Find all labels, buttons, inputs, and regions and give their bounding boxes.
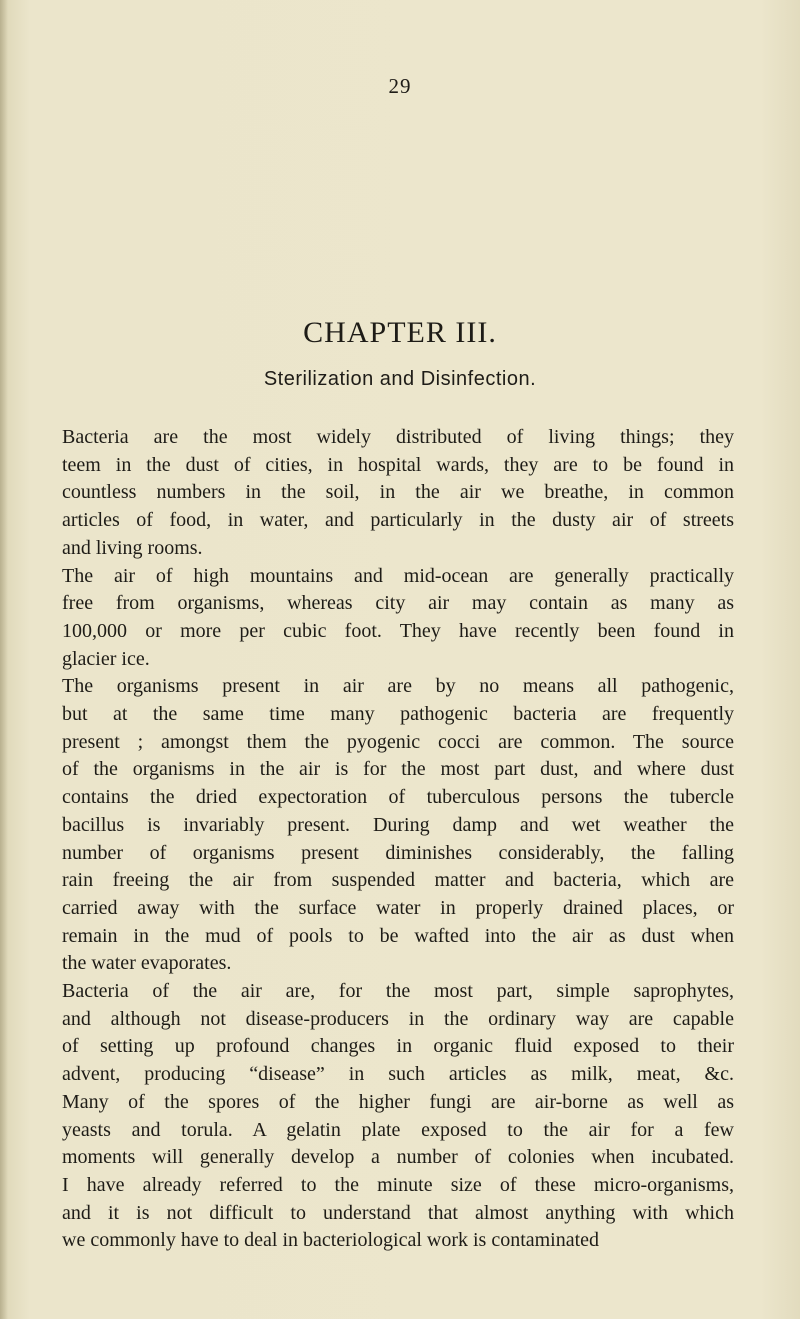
text-line: yeasts and torula. A gelatin plate exposed to the air for a few xyxy=(62,1118,734,1141)
text-line: bacillus is invariably present. During damp and wet weather the xyxy=(62,813,734,836)
section-title: Sterilization and Disinfection. xyxy=(263,368,537,390)
page-edge-shadow xyxy=(0,0,8,1319)
text-line: free from organisms, whereas city air may contain as many as xyxy=(62,592,734,615)
paragraph-3 xyxy=(62,673,734,978)
text-line: but at the same time many pathogenic bacteria are frequently xyxy=(62,703,734,726)
text-line: The organisms present in air are by no means all pathogenic, xyxy=(62,675,734,698)
paragraph-2 xyxy=(62,563,734,674)
text-line: and although not disease-producers in the ordinary way are capable xyxy=(62,1007,734,1030)
text-line: teem in the dust of cities, in hospital wards, they are to be found in xyxy=(62,453,734,476)
text-line: of setting up profound changes in organic fluid exposed to their xyxy=(62,1035,734,1058)
text-line: rain freeing the air from suspended matter and bacteria, which are xyxy=(62,869,734,892)
text-line: of the organisms in the air is for the most part dust, and where dust xyxy=(62,758,734,781)
text-line: number of organisms present diminishes considerably, the falling xyxy=(62,841,734,864)
text-line: carried away with the surface water in properly drained places, or xyxy=(62,896,734,919)
text-line: contains the dried expectoration of tuberculous persons the tubercle xyxy=(62,786,734,809)
text-line: we commonly have to deal in bacteriological work is contaminated xyxy=(62,1229,600,1252)
page-number: 29 xyxy=(388,74,412,98)
text-line: glacier ice. xyxy=(62,647,150,670)
text-line: and living rooms. xyxy=(62,536,203,559)
text-line: I have already referred to the minute size of these micro-organisms, xyxy=(62,1173,734,1196)
text-line: the water evaporates. xyxy=(62,952,232,975)
text-line: and it is not difficult to understand that almost anything with which xyxy=(62,1201,734,1224)
paragraph-1 xyxy=(62,424,734,563)
chapter-title: CHAPTER III. xyxy=(303,316,497,349)
text-line: moments will generally develop a number of colonies when incubated. xyxy=(62,1146,734,1169)
text-line: Bacteria of the air are, for the most part, simple saprophytes, xyxy=(62,980,734,1003)
text-line: Bacteria are the most widely distributed of living things; they xyxy=(62,426,734,448)
text-line: remain in the mud of pools to be wafted into the air as dust when xyxy=(62,924,734,947)
text-line: Many of the spores of the higher fungi are air-borne as well as xyxy=(62,1090,734,1113)
text-line: 100,000 or more per cubic foot. They have recently been found in xyxy=(62,619,734,642)
text-line: countless numbers in the soil, in the air we breathe, in common xyxy=(62,481,734,504)
text-line: The air of high mountains and mid-ocean are generally practically xyxy=(62,564,734,587)
text-line: advent, producing “disease” in such articles as milk, meat, &c. xyxy=(62,1063,734,1086)
text-line: articles of food, in water, and particularly in the dusty air of streets xyxy=(62,509,734,532)
body-text xyxy=(62,424,734,1255)
paragraph-4 xyxy=(62,978,734,1255)
text-line: present ; amongst them the pyogenic cocci are common. The source xyxy=(62,730,734,753)
